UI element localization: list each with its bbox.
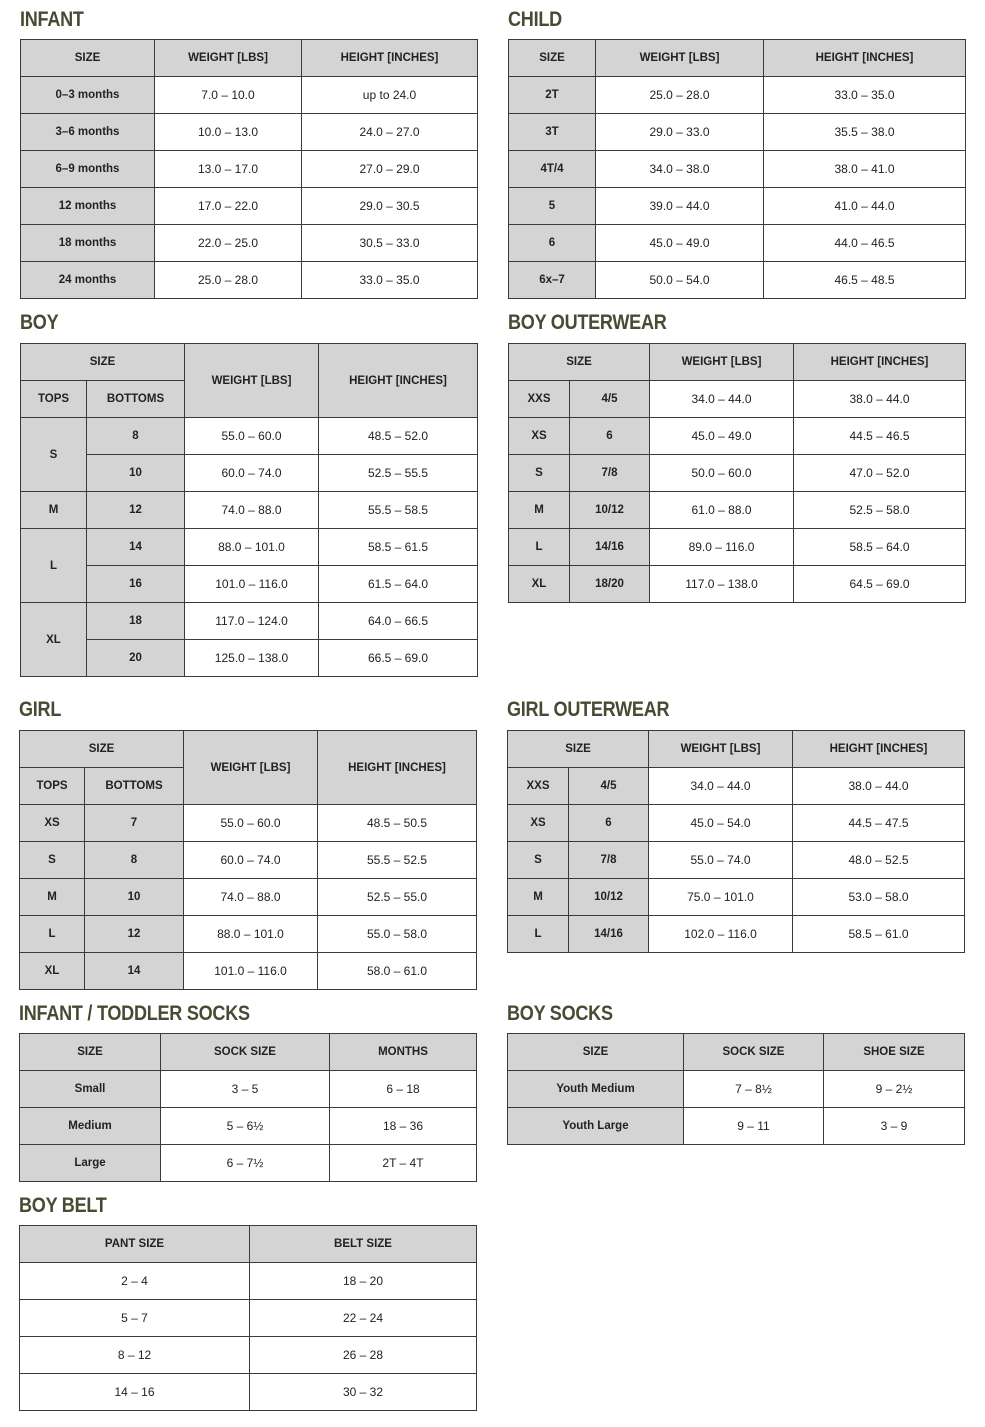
table-row: Youth Medium 7 – 8½ 9 – 2½ [508, 1071, 965, 1108]
table-row: 6x–7 50.0 – 54.0 46.5 – 48.5 [509, 262, 966, 299]
header-shoe-size: SHOE SIZE [824, 1034, 965, 1071]
boy-outerwear-size-table [508, 343, 966, 603]
header-weight: WEIGHT [LBS] [596, 40, 764, 77]
header-belt-size: BELT SIZE [250, 1226, 477, 1263]
table-row: L 14 88.0 – 101.0 58.5 – 61.5 [21, 529, 478, 566]
header-sock-size: SOCK SIZE [161, 1034, 330, 1071]
table-row: XXS 4/5 34.0 – 44.0 38.0 – 44.0 [508, 768, 965, 805]
table-row: 6–9 months 13.0 – 17.0 27.0 – 29.0 [21, 151, 478, 188]
table-row: 2T 25.0 – 28.0 33.0 – 35.0 [509, 77, 966, 114]
section-title: BOY OUTERWEAR [508, 311, 667, 334]
table-row: 5 – 7 22 – 24 [20, 1300, 477, 1337]
table-row: 14 – 16 30 – 32 [20, 1374, 477, 1411]
table-row: 8 – 12 26 – 28 [20, 1337, 477, 1374]
section-title: BOY SOCKS [507, 1002, 613, 1025]
header-tops: TOPS [21, 381, 87, 418]
boy-belt-size-table [19, 1225, 477, 1411]
infant-socks-size-table [19, 1033, 477, 1182]
table-row: L 12 88.0 – 101.0 55.0 – 58.0 [20, 916, 477, 953]
header-weight: WEIGHT [LBS] [649, 731, 793, 768]
header-sock-size: SOCK SIZE [684, 1034, 824, 1071]
table-row: S 7/8 55.0 – 74.0 48.0 – 52.5 [508, 842, 965, 879]
table-row: XS 7 55.0 – 60.0 48.5 – 50.5 [20, 805, 477, 842]
table-row: 3–6 months 10.0 – 13.0 24.0 – 27.0 [21, 114, 478, 151]
table-row: S 7/8 50.0 – 60.0 47.0 – 52.0 [509, 455, 966, 492]
table-row: 4T/4 34.0 – 38.0 38.0 – 41.0 [509, 151, 966, 188]
table-row: 16 101.0 – 116.0 61.5 – 64.0 [21, 566, 478, 603]
table-row: 3T 29.0 – 33.0 35.5 – 38.0 [509, 114, 966, 151]
table-row: 24 months 25.0 – 28.0 33.0 – 35.0 [21, 262, 478, 299]
table-row: XL 14 101.0 – 116.0 58.0 – 61.0 [20, 953, 477, 990]
table-row: M 10/12 61.0 – 88.0 52.5 – 58.0 [509, 492, 966, 529]
header-height: HEIGHT [INCHES] [793, 731, 965, 768]
header-weight: WEIGHT [LBS] [650, 344, 794, 381]
section-title: GIRL [19, 698, 62, 721]
header-weight: WEIGHT [LBS] [185, 344, 319, 418]
table-row: Large 6 – 7½ 2T – 4T [20, 1145, 477, 1182]
section-title: BOY BELT [19, 1194, 107, 1217]
header-pant-size: PANT SIZE [20, 1226, 250, 1263]
header-height: HEIGHT [INCHES] [764, 40, 966, 77]
table-row: 10 60.0 – 74.0 52.5 – 55.5 [21, 455, 478, 492]
girl-size-table [19, 730, 477, 990]
header-size: SIZE [21, 40, 155, 77]
boy-socks-size-table [507, 1033, 965, 1145]
header-weight: WEIGHT [LBS] [155, 40, 302, 77]
header-height: HEIGHT [INCHES] [302, 40, 478, 77]
table-row: M 10 74.0 – 88.0 52.5 – 55.0 [20, 879, 477, 916]
boy-size-table [20, 343, 478, 677]
table-row: S 8 60.0 – 74.0 55.5 – 52.5 [20, 842, 477, 879]
table-row: 6 45.0 – 49.0 44.0 – 46.5 [509, 225, 966, 262]
header-size: SIZE [508, 1034, 684, 1071]
header-size: SIZE [508, 731, 649, 768]
table-row: M 10/12 75.0 – 101.0 53.0 – 58.0 [508, 879, 965, 916]
header-size: SIZE [20, 1034, 161, 1071]
header-tops: TOPS [20, 768, 85, 805]
section-title: INFANT [20, 8, 84, 31]
header-height: HEIGHT [INCHES] [318, 731, 477, 805]
table-row: 2 – 4 18 – 20 [20, 1263, 477, 1300]
girl-outerwear-size-table [507, 730, 965, 953]
table-row: L 14/16 89.0 – 116.0 58.5 – 64.0 [509, 529, 966, 566]
table-row: Small 3 – 5 6 – 18 [20, 1071, 477, 1108]
header-height: HEIGHT [INCHES] [319, 344, 478, 418]
table-row: XXS 4/5 34.0 – 44.0 38.0 – 44.0 [509, 381, 966, 418]
table-row: L 14/16 102.0 – 116.0 58.5 – 61.0 [508, 916, 965, 953]
table-row: Medium 5 – 6½ 18 – 36 [20, 1108, 477, 1145]
header-size: SIZE [509, 40, 596, 77]
table-row: XL 18/20 117.0 – 138.0 64.5 – 69.0 [509, 566, 966, 603]
table-row: 12 months 17.0 – 22.0 29.0 – 30.5 [21, 188, 478, 225]
header-size: SIZE [20, 731, 184, 768]
infant-size-table [20, 39, 478, 299]
table-row: 0–3 months 7.0 – 10.0 up to 24.0 [21, 77, 478, 114]
header-weight: WEIGHT [LBS] [184, 731, 318, 805]
header-bottoms: BOTTOMS [87, 381, 185, 418]
header-size: SIZE [21, 344, 185, 381]
table-row: 18 months 22.0 – 25.0 30.5 – 33.0 [21, 225, 478, 262]
section-title: GIRL OUTERWEAR [507, 698, 670, 721]
table-row: 5 39.0 – 44.0 41.0 – 44.0 [509, 188, 966, 225]
header-bottoms: BOTTOMS [85, 768, 184, 805]
table-row: XS 6 45.0 – 49.0 44.5 – 46.5 [509, 418, 966, 455]
table-row: S 8 55.0 – 60.0 48.5 – 52.0 [21, 418, 478, 455]
table-row: XL 18 117.0 – 124.0 64.0 – 66.5 [21, 603, 478, 640]
section-title: BOY [20, 311, 59, 334]
table-row: XS 6 45.0 – 54.0 44.5 – 47.5 [508, 805, 965, 842]
header-size: SIZE [509, 344, 650, 381]
child-size-table [508, 39, 966, 299]
section-title: CHILD [508, 8, 562, 31]
table-row: 20 125.0 – 138.0 66.5 – 69.0 [21, 640, 478, 677]
table-row: M 12 74.0 – 88.0 55.5 – 58.5 [21, 492, 478, 529]
section-title: INFANT / TODDLER SOCKS [19, 1002, 250, 1025]
table-row: Youth Large 9 – 11 3 – 9 [508, 1108, 965, 1145]
header-months: MONTHS [330, 1034, 477, 1071]
header-height: HEIGHT [INCHES] [794, 344, 966, 381]
